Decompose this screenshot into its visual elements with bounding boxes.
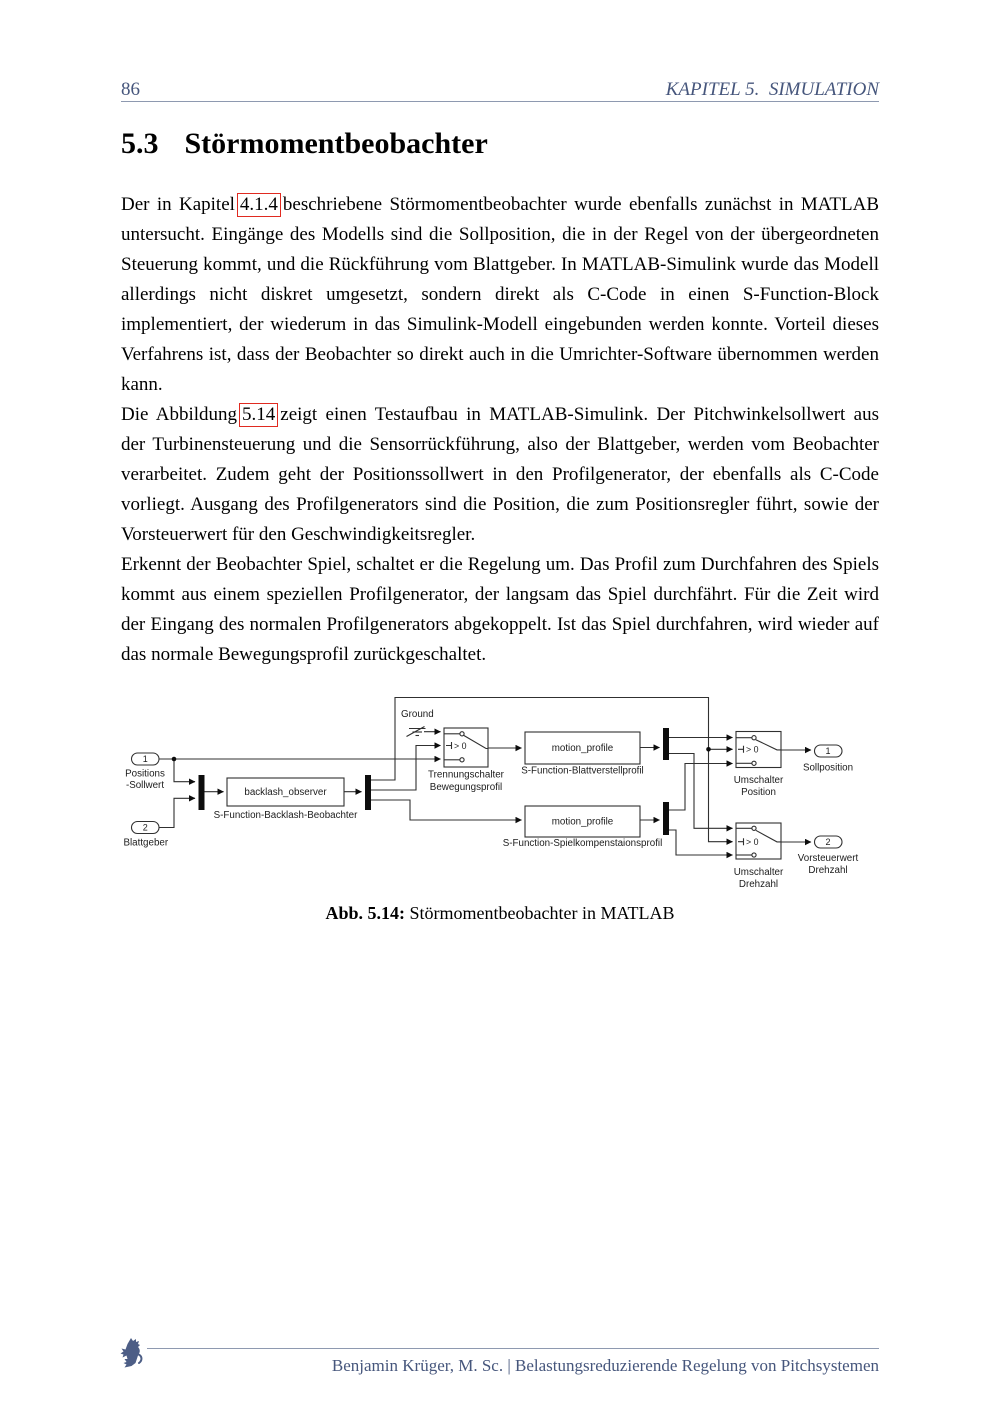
paragraph-text: zeigt einen Testaufbau in MATLAB-Simulink. Der Pitchwinkelsollwert aus der Turbinensteuerung und die Sensorrückführung, also der Blattgeber, werden vom Beobachter verarbeitet. Zudem geht der Positionssollwert in den Profilgenerator, der ebenfalls als C-Code vorliegt. Ausgang des Profilgenerators sind die Position, die zum Positionsregler führt, sowie der Vorsteuerwert für den Geschwindigkeitsregler. xyxy=(121,404,880,545)
chapter-header: KAPITEL 5. SIMULATION xyxy=(665,79,879,100)
paragraph-3 xyxy=(121,550,879,670)
switch-trennungschalter xyxy=(428,728,505,793)
lion-logo-icon xyxy=(117,1337,145,1370)
inport-1-label: Positions xyxy=(125,768,165,780)
switch-umschalter-drehzahl xyxy=(734,823,784,890)
svg-text:> 0: > 0 xyxy=(746,744,759,755)
header-rule xyxy=(121,101,879,102)
outport-2-label: Vorsteuerwert xyxy=(797,853,859,864)
paragraph-text: Die Abbildung xyxy=(121,404,238,425)
block-label: Trennungschalter xyxy=(428,769,504,781)
inport-2-label: Blattgeber xyxy=(123,837,169,849)
svg-text:motion_profile: motion_profile xyxy=(551,816,614,828)
caption-label: Abb. 5.14: xyxy=(325,903,406,923)
block-label: S-Function-Spielkompenstaionsprofil xyxy=(502,838,663,849)
block-backlash-observer xyxy=(214,778,358,821)
section-number: 5.3 xyxy=(121,127,159,160)
branch-dot xyxy=(172,757,177,762)
paragraph-2 xyxy=(121,400,879,550)
page-header xyxy=(121,79,879,101)
ground-block xyxy=(401,709,434,737)
block-label: Bewegungsprofil xyxy=(429,782,503,793)
simulink-diagram xyxy=(120,690,890,892)
svg-text:2: 2 xyxy=(825,837,831,847)
block-motion-profile-2 xyxy=(503,806,663,849)
ground-label: Ground xyxy=(401,709,434,720)
block-motion-profile-1 xyxy=(521,732,644,777)
block-label: Umschalter xyxy=(733,867,784,878)
demux-bar-profile2 xyxy=(663,802,669,835)
paragraph-text: Der in Kapitel xyxy=(121,194,235,215)
demux-bar-profile1 xyxy=(663,728,669,760)
paragraph-1 xyxy=(121,190,879,400)
svg-text:motion_profile: motion_profile xyxy=(551,743,614,754)
page-number: 86 xyxy=(121,79,140,100)
block-label: Umschalter xyxy=(733,775,784,786)
section-heading xyxy=(121,127,488,160)
block-label: S-Function-Blattverstellprofil xyxy=(521,765,644,777)
svg-text:2: 2 xyxy=(142,822,148,833)
inport-2 xyxy=(123,822,168,849)
svg-text:> 0: > 0 xyxy=(746,837,759,847)
svg-text:1: 1 xyxy=(825,746,831,756)
svg-text:> 0: > 0 xyxy=(454,740,467,751)
footer-credit: Benjamin Krüger, M. Sc. | Belastungsreduzierende Regelung von Pitchsystemen xyxy=(331,1356,879,1375)
demux-bar-observer xyxy=(365,775,371,810)
section-title: Störmomentbeobachter xyxy=(184,127,488,160)
svg-text:1: 1 xyxy=(142,754,148,764)
inport-1-label: -Sollwert xyxy=(125,780,165,791)
figure-caption xyxy=(121,900,879,926)
block-label: S-Function-Backlash-Beobachter xyxy=(213,810,358,821)
svg-text:backlash_observer: backlash_observer xyxy=(244,787,327,798)
caption-text: Störmomentbeobachter in MATLAB xyxy=(409,903,675,923)
body-text xyxy=(121,190,879,670)
block-label: Position xyxy=(741,787,776,798)
ref-link-5-14[interactable]: 5.14 xyxy=(239,403,278,427)
block-label: Drehzahl xyxy=(738,879,779,890)
mux-bar xyxy=(199,775,205,810)
outport-2-label: Drehzahl xyxy=(808,865,848,876)
switch-umschalter-position xyxy=(734,732,784,799)
ground-icon xyxy=(407,727,426,737)
footer-rule xyxy=(147,1348,879,1349)
paragraph-text: Erkennt der Beobachter Spiel, schaltet er die Regelung um. Das Profil zum Durchfahren des Spiels kommt aus einem speziellen Profilgenerator, der langsam das Spiel durchfährt. Für die Zeit wird der Eingang des normalen Profilgenerators abgekoppelt. Ist das Spiel durchfahren, wird wieder auf das normale Bewegungsprofil zurückgeschaltet. xyxy=(121,554,879,665)
inport-1 xyxy=(125,753,165,791)
outport-1-label: Sollposition xyxy=(802,762,854,774)
paragraph-text: beschriebene Störmomentbeobachter wurde ebenfalls zunächst in MATLAB untersucht. Eingänge des Modells sind die Sollposition, die in der Regel von der übergeordneten Steuerung kommt, und die Rückführung vom Blattgeber. In MATLAB-Simulink wurde das Modell allerdings nicht diskret umgesetzt, sondern direkt als C-Code in einen S-Function-Block implementiert, der wiederum in das Simulink-Modell eingebunden werden konnte. Vorteil dieses Verfahrens ist, dass der Beobachter so direkt auch in die Umrichter-Software übernommen werden kann. xyxy=(121,194,879,395)
outport-1 xyxy=(803,745,853,774)
branch-dot xyxy=(706,747,711,752)
ref-link-4-1-4[interactable]: 4.1.4 xyxy=(237,193,281,217)
